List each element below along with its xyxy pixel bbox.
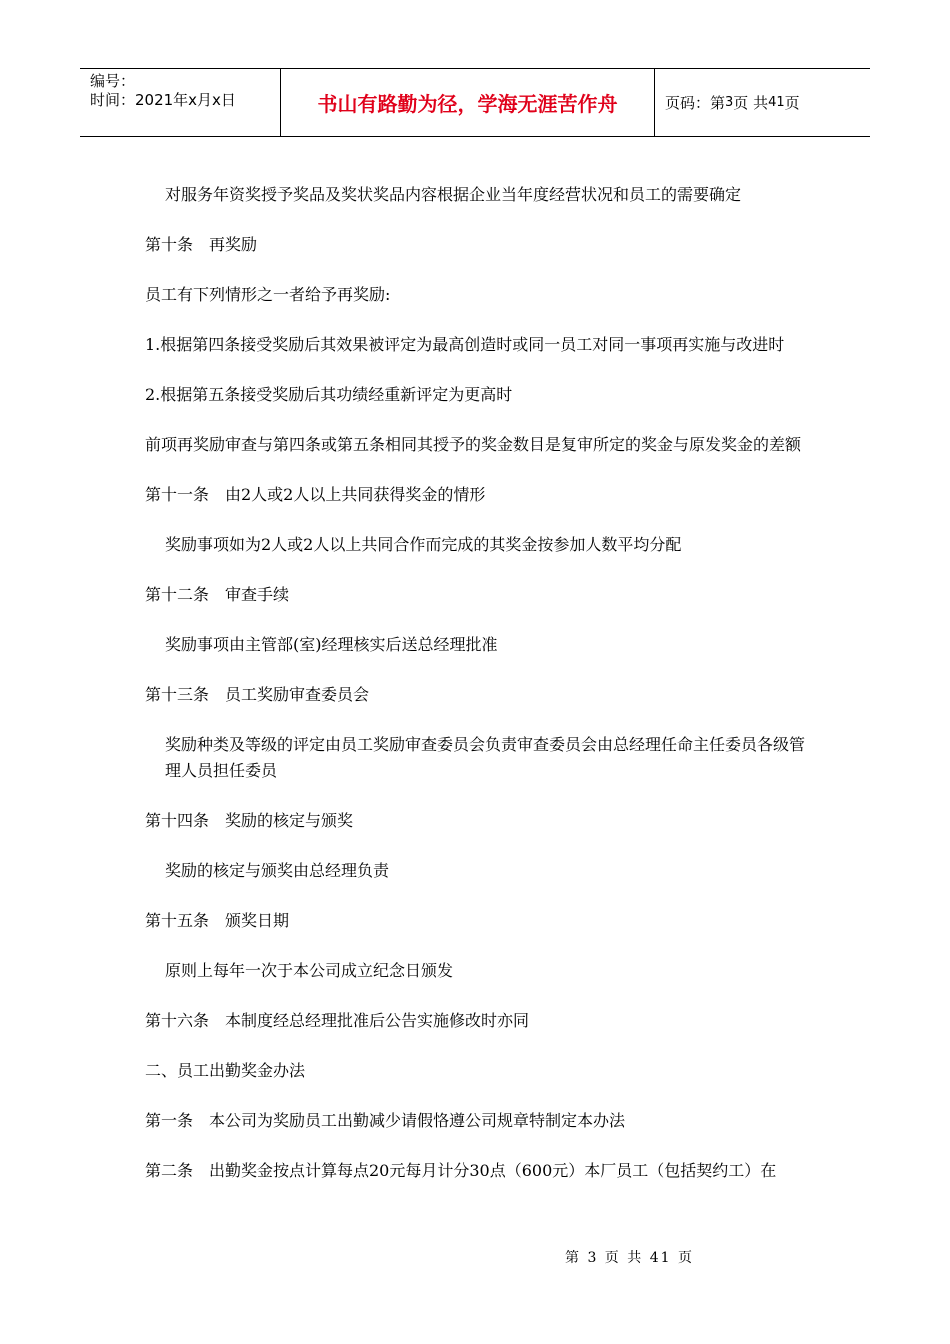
page-header — [80, 68, 870, 137]
paragraph: 第十三条 员工奖励审查委员会 — [145, 685, 370, 704]
page-total: 41 — [768, 95, 785, 110]
paragraph: 奖励事项如为2人或2人以上共同合作而完成的其奖金按参加人数平均分配 — [165, 535, 682, 554]
paragraph: 员工有下列情形之一者给予再奖励: — [145, 285, 391, 304]
document-date: 时间：2021年x月x日 — [90, 91, 236, 109]
paragraph: 奖励的核定与颁奖由总经理负责 — [165, 861, 390, 880]
page-mid: 页 共 — [733, 94, 769, 112]
paragraph: 2.根据第五条接受奖励后其功绩经重新评定为更高时 — [145, 385, 513, 404]
paragraph: 第十二条 审查手续 — [145, 585, 290, 604]
paragraph: 第十四条 奖励的核定与颁奖 — [145, 811, 354, 830]
paragraph: 1.根据第四条接受奖励后其效果被评定为最高创造时或同一员工对同一事项再实施与改进时 — [145, 335, 785, 354]
header-page-info — [655, 69, 870, 136]
paragraph: 第十六条 本制度经总经理批准后公告实施修改时亦同 — [145, 1011, 530, 1030]
document-number-label: 编号： — [90, 72, 136, 90]
document-body — [145, 182, 815, 1208]
paragraph: 第十五条 颁奖日期 — [145, 911, 290, 930]
page-footer: 第 3 页 共 41 页 — [565, 1250, 694, 1266]
paragraph: 前项再奖励审查与第四条或第五条相同其授予的奖金数目是复审所定的奖金与原发奖金的差额 — [145, 435, 802, 454]
paragraph: 第十一条 由2人或2人以上共同获得奖金的情形 — [145, 485, 486, 504]
header-slogan: 书山有路勤为径，学海无涯苦作舟 — [281, 69, 655, 136]
page-current: 3 — [725, 95, 734, 110]
page-prefix: 页码：第 — [665, 94, 726, 112]
paragraph: 原则上每年一次于本公司成立纪念日颁发 — [165, 961, 454, 980]
paragraph: 二、员工出勤奖金办法 — [145, 1061, 306, 1080]
paragraph: 第一条 本公司为奖励员工出勤减少请假恪遵公司规章特制定本办法 — [145, 1111, 626, 1130]
paragraph: 第二条 出勤奖金按点计算每点20元每月计分30点（600元）本厂员工（包括契约工）在 — [145, 1161, 777, 1180]
paragraph: 第十条 再奖励 — [145, 235, 258, 254]
page-suffix: 页 — [784, 94, 800, 112]
paragraph: 奖励事项由主管部(室)经理核实后送总经理批准 — [165, 635, 498, 654]
header-meta — [80, 69, 281, 136]
paragraph: 对服务年资奖授予奖品及奖状奖品内容根据企业当年度经营状况和员工的需要确定 — [165, 185, 742, 204]
paragraph: 奖励种类及等级的评定由员工奖励审查委员会负责审查委员会由总经理任命主任委员各级管理人员担任委员 — [165, 735, 806, 780]
